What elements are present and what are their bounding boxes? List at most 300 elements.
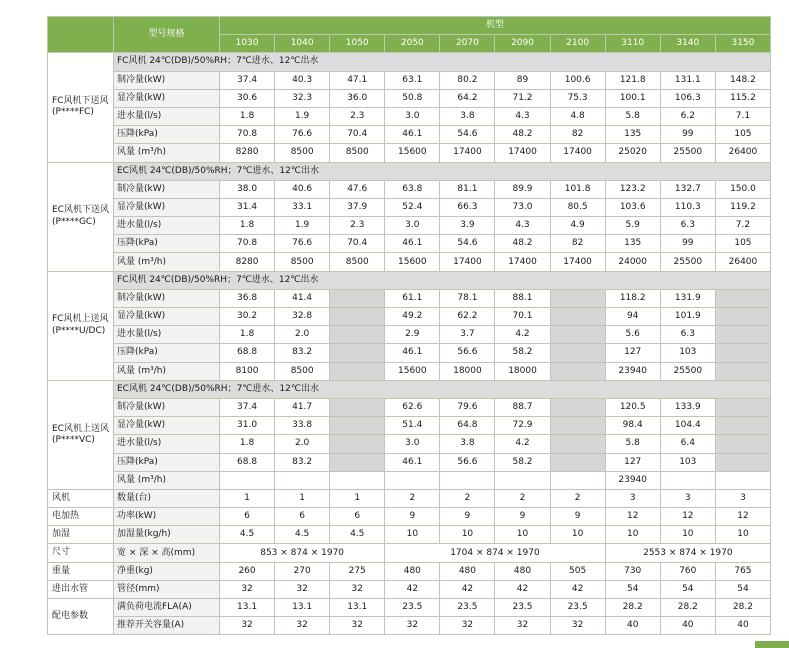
value-cell: 41.4 xyxy=(275,289,330,307)
data-row xyxy=(48,144,771,162)
value-cell: 5.6 xyxy=(605,326,660,344)
value-cell: 121.8 xyxy=(605,71,660,89)
value-cell-empty xyxy=(330,362,385,380)
value-cell: 1.8 xyxy=(220,107,275,125)
value-cell: 40 xyxy=(605,617,660,635)
value-cell: 32.3 xyxy=(275,89,330,107)
value-cell: 46.1 xyxy=(385,344,440,362)
value-cell: 17400 xyxy=(440,253,495,271)
value-cell: 1.8 xyxy=(220,326,275,344)
value-cell-empty xyxy=(715,435,770,453)
value-cell: 32 xyxy=(385,617,440,635)
value-cell: 46.1 xyxy=(385,453,440,471)
value-cell: 9 xyxy=(550,508,605,526)
value-cell: 12 xyxy=(605,508,660,526)
value-cell-empty xyxy=(550,326,605,344)
section-group-label xyxy=(48,162,114,271)
value-cell: 15600 xyxy=(385,362,440,380)
value-cell: 81.1 xyxy=(440,180,495,198)
value-cell: 2.0 xyxy=(275,326,330,344)
value-cell: 58.2 xyxy=(495,344,550,362)
value-cell: 8280 xyxy=(220,253,275,271)
value-cell: 23940 xyxy=(605,362,660,380)
value-cell: 10 xyxy=(550,526,605,544)
value-cell-empty xyxy=(330,398,385,416)
value-cell: 30.2 xyxy=(220,308,275,326)
value-cell: 62.2 xyxy=(440,308,495,326)
value-cell: 42 xyxy=(550,580,605,598)
data-row xyxy=(48,326,771,344)
value-cell: 7.2 xyxy=(715,217,770,235)
row-label: 压降(kPa) xyxy=(114,453,220,471)
section-group-label-line: FC风机下送风 xyxy=(52,96,109,107)
value-cell: 760 xyxy=(660,562,715,580)
value-cell: 7.1 xyxy=(715,107,770,125)
value-cell: 17400 xyxy=(550,144,605,162)
value-cell: 50.8 xyxy=(385,89,440,107)
value-cell: 70.1 xyxy=(495,308,550,326)
data-row xyxy=(48,435,771,453)
value-cell: 54 xyxy=(660,580,715,598)
cell-blank-corner xyxy=(48,17,114,53)
value-cell: 32 xyxy=(330,617,385,635)
value-cell: 37.4 xyxy=(220,71,275,89)
value-cell: 135 xyxy=(605,126,660,144)
value-cell: 23940 xyxy=(605,471,660,489)
model-number-2070: 2070 xyxy=(440,35,495,53)
value-cell xyxy=(385,471,440,489)
row-label: 进水量(l/s) xyxy=(114,326,220,344)
value-cell: 15600 xyxy=(385,144,440,162)
spec-row-label: 推荐开关容量(A) xyxy=(114,617,220,635)
data-row xyxy=(48,235,771,253)
data-row xyxy=(48,253,771,271)
value-cell xyxy=(440,471,495,489)
value-cell: 83.2 xyxy=(275,344,330,362)
value-cell: 63.8 xyxy=(385,180,440,198)
value-cell: 3.8 xyxy=(440,107,495,125)
value-cell: 3.9 xyxy=(440,217,495,235)
value-cell: 38.0 xyxy=(220,180,275,198)
value-cell: 2.3 xyxy=(330,107,385,125)
row-label: 风量 (m³/h) xyxy=(114,144,220,162)
value-cell: 3.7 xyxy=(440,326,495,344)
model-number-3140: 3140 xyxy=(660,35,715,53)
value-cell: 115.2 xyxy=(715,89,770,107)
value-cell: 135 xyxy=(605,235,660,253)
value-cell: 10 xyxy=(605,526,660,544)
value-cell: 4.3 xyxy=(495,217,550,235)
value-cell: 54 xyxy=(605,580,660,598)
value-cell: 12 xyxy=(715,508,770,526)
data-row xyxy=(48,344,771,362)
size-span-cell: 1704 × 874 × 1970 xyxy=(385,544,605,562)
row-label: 显冷量(kW) xyxy=(114,308,220,326)
section-condition-row xyxy=(48,162,771,180)
value-cell: 4.5 xyxy=(330,526,385,544)
value-cell: 28.2 xyxy=(605,599,660,617)
value-cell: 8500 xyxy=(330,253,385,271)
value-cell: 98.4 xyxy=(605,417,660,435)
spec-table xyxy=(47,16,771,635)
value-cell: 32 xyxy=(330,580,385,598)
model-number-2090: 2090 xyxy=(495,35,550,53)
value-cell: 25500 xyxy=(660,362,715,380)
value-cell: 30.6 xyxy=(220,89,275,107)
value-cell: 56.6 xyxy=(440,344,495,362)
value-cell: 123.2 xyxy=(605,180,660,198)
value-cell: 8100 xyxy=(220,362,275,380)
value-cell: 103 xyxy=(660,453,715,471)
spec-group-label: 进出水管 xyxy=(48,580,114,598)
value-cell: 480 xyxy=(495,562,550,580)
heater-power-row xyxy=(48,508,771,526)
value-cell: 110.3 xyxy=(660,198,715,216)
value-cell: 89.9 xyxy=(495,180,550,198)
value-cell: 32 xyxy=(220,617,275,635)
value-cell: 480 xyxy=(440,562,495,580)
section-condition: EC风机 24℃(DB)/50%RH；7℃进水、12℃出水 xyxy=(114,380,771,398)
value-cell: 120.5 xyxy=(605,398,660,416)
value-cell: 78.1 xyxy=(440,289,495,307)
value-cell: 80.5 xyxy=(550,198,605,216)
section-group-label xyxy=(48,271,114,380)
value-cell: 40.6 xyxy=(275,180,330,198)
value-cell: 505 xyxy=(550,562,605,580)
value-cell: 37.9 xyxy=(330,198,385,216)
value-cell: 1.9 xyxy=(275,217,330,235)
section-group-label-line: EC风机上送风 xyxy=(52,423,109,434)
value-cell: 10 xyxy=(715,526,770,544)
value-cell-empty xyxy=(550,308,605,326)
value-cell: 6.2 xyxy=(660,107,715,125)
spec-row-label: 满负荷电流FLA(A) xyxy=(114,599,220,617)
data-row xyxy=(48,471,771,489)
model-number-1030: 1030 xyxy=(220,35,275,53)
value-cell: 10 xyxy=(660,526,715,544)
corner-accent xyxy=(755,641,789,648)
value-cell: 15600 xyxy=(385,253,440,271)
data-row xyxy=(48,107,771,125)
value-cell: 148.2 xyxy=(715,71,770,89)
power-fla-row xyxy=(48,599,771,617)
value-cell: 101.9 xyxy=(660,308,715,326)
model-number-2050: 2050 xyxy=(385,35,440,53)
value-cell: 26400 xyxy=(715,144,770,162)
value-cell-empty xyxy=(715,417,770,435)
row-label: 显冷量(kW) xyxy=(114,89,220,107)
value-cell-empty xyxy=(715,453,770,471)
value-cell-empty xyxy=(330,289,385,307)
value-cell: 105 xyxy=(715,126,770,144)
value-cell: 94 xyxy=(605,308,660,326)
spec-group-label: 风机 xyxy=(48,489,114,507)
value-cell: 25020 xyxy=(605,144,660,162)
value-cell-empty xyxy=(715,344,770,362)
value-cell-empty xyxy=(550,398,605,416)
value-cell: 8500 xyxy=(275,362,330,380)
spec-group-label: 电加热 xyxy=(48,508,114,526)
value-cell: 70.8 xyxy=(220,126,275,144)
value-cell: 33.1 xyxy=(275,198,330,216)
data-row xyxy=(48,217,771,235)
spec-row-label: 净重(kg) xyxy=(114,562,220,580)
value-cell: 40 xyxy=(715,617,770,635)
section-group-label xyxy=(48,380,114,489)
value-cell: 1 xyxy=(275,489,330,507)
value-cell-empty xyxy=(550,417,605,435)
value-cell: 270 xyxy=(275,562,330,580)
value-cell: 4.5 xyxy=(220,526,275,544)
value-cell: 79.6 xyxy=(440,398,495,416)
value-cell-empty xyxy=(715,289,770,307)
value-cell: 4.2 xyxy=(495,435,550,453)
section-group-label xyxy=(48,53,114,162)
value-cell: 99 xyxy=(660,235,715,253)
value-cell-empty xyxy=(330,417,385,435)
spec-group-label: 重量 xyxy=(48,562,114,580)
spec-table-body xyxy=(48,17,771,635)
size-span-cell: 2553 × 874 × 1970 xyxy=(605,544,770,562)
pipe-row xyxy=(48,580,771,598)
value-cell: 5.9 xyxy=(605,217,660,235)
value-cell: 99 xyxy=(660,126,715,144)
value-cell: 68.8 xyxy=(220,453,275,471)
value-cell: 12 xyxy=(660,508,715,526)
value-cell: 4.5 xyxy=(275,526,330,544)
spec-row-label: 宽 × 深 × 高(mm) xyxy=(114,544,220,562)
row-label: 风量 (m³/h) xyxy=(114,362,220,380)
value-cell: 71.2 xyxy=(495,89,550,107)
value-cell: 9 xyxy=(440,508,495,526)
model-number-3150: 3150 xyxy=(715,35,770,53)
row-label: 压降(kPa) xyxy=(114,235,220,253)
value-cell: 54.6 xyxy=(440,235,495,253)
section-group-label-line: (P****U/DC) xyxy=(52,325,106,336)
value-cell: 36.8 xyxy=(220,289,275,307)
value-cell: 3 xyxy=(715,489,770,507)
value-cell xyxy=(715,471,770,489)
value-cell: 47.6 xyxy=(330,180,385,198)
section-condition-row xyxy=(48,53,771,71)
value-cell: 54.6 xyxy=(440,126,495,144)
value-cell: 480 xyxy=(385,562,440,580)
value-cell: 17400 xyxy=(495,253,550,271)
value-cell: 40.3 xyxy=(275,71,330,89)
value-cell: 4.8 xyxy=(550,107,605,125)
value-cell: 63.1 xyxy=(385,71,440,89)
value-cell: 9 xyxy=(495,508,550,526)
data-row xyxy=(48,398,771,416)
humidifier-row xyxy=(48,526,771,544)
value-cell: 131.9 xyxy=(660,289,715,307)
data-row xyxy=(48,417,771,435)
section-condition: EC风机 24℃(DB)/50%RH；7℃进水、12℃出水 xyxy=(114,162,771,180)
value-cell: 132.7 xyxy=(660,180,715,198)
value-cell: 80.2 xyxy=(440,71,495,89)
value-cell: 58.2 xyxy=(495,453,550,471)
value-cell xyxy=(495,471,550,489)
value-cell: 103 xyxy=(660,344,715,362)
section-group-label-line: (P****FC) xyxy=(52,107,94,118)
spec-row-label: 管径(mm) xyxy=(114,580,220,598)
value-cell: 6.3 xyxy=(660,326,715,344)
fan-count-row xyxy=(48,489,771,507)
value-cell: 82 xyxy=(550,235,605,253)
value-cell: 23.5 xyxy=(495,599,550,617)
value-cell: 100.6 xyxy=(550,71,605,89)
section-group-label-line: (P****GC) xyxy=(52,216,96,227)
value-cell: 6.4 xyxy=(660,435,715,453)
value-cell: 48.2 xyxy=(495,126,550,144)
data-row xyxy=(48,126,771,144)
value-cell-empty xyxy=(715,362,770,380)
value-cell: 88.7 xyxy=(495,398,550,416)
value-cell: 17400 xyxy=(440,144,495,162)
value-cell: 46.1 xyxy=(385,126,440,144)
value-cell: 1 xyxy=(330,489,385,507)
row-label: 进水量(l/s) xyxy=(114,435,220,453)
data-row xyxy=(48,198,771,216)
value-cell: 75.3 xyxy=(550,89,605,107)
section-group-label-line: EC风机下送风 xyxy=(52,205,109,216)
row-label: 显冷量(kW) xyxy=(114,198,220,216)
value-cell: 26400 xyxy=(715,253,770,271)
value-cell xyxy=(550,471,605,489)
spec-group-label: 配电参数 xyxy=(48,599,114,635)
power-switch-row xyxy=(48,617,771,635)
value-cell-empty xyxy=(330,326,385,344)
value-cell: 88.1 xyxy=(495,289,550,307)
value-cell: 42 xyxy=(385,580,440,598)
value-cell: 28.2 xyxy=(715,599,770,617)
spec-row-label: 数量(台) xyxy=(114,489,220,507)
data-row xyxy=(48,71,771,89)
spec-group-label: 加湿 xyxy=(48,526,114,544)
value-cell: 150.0 xyxy=(715,180,770,198)
value-cell: 17400 xyxy=(550,253,605,271)
value-cell: 131.1 xyxy=(660,71,715,89)
row-label: 风量 (m³/h) xyxy=(114,471,220,489)
value-cell: 9 xyxy=(385,508,440,526)
value-cell: 104.4 xyxy=(660,417,715,435)
value-cell: 33.8 xyxy=(275,417,330,435)
value-cell: 3.0 xyxy=(385,435,440,453)
value-cell: 8500 xyxy=(330,144,385,162)
size-span-cell: 853 × 874 × 1970 xyxy=(220,544,385,562)
value-cell: 42 xyxy=(495,580,550,598)
value-cell: 24000 xyxy=(605,253,660,271)
model-label-header: 机型 xyxy=(220,17,771,35)
value-cell: 32 xyxy=(220,580,275,598)
value-cell-empty xyxy=(330,308,385,326)
value-cell: 5.8 xyxy=(605,435,660,453)
value-cell: 5.8 xyxy=(605,107,660,125)
value-cell: 32 xyxy=(550,617,605,635)
value-cell: 765 xyxy=(715,562,770,580)
value-cell: 70.4 xyxy=(330,235,385,253)
value-cell: 42 xyxy=(440,580,495,598)
value-cell: 72.9 xyxy=(495,417,550,435)
value-cell: 8280 xyxy=(220,144,275,162)
row-label: 进水量(l/s) xyxy=(114,217,220,235)
value-cell-empty xyxy=(550,362,605,380)
value-cell: 41.7 xyxy=(275,398,330,416)
value-cell: 17400 xyxy=(495,144,550,162)
value-cell: 10 xyxy=(495,526,550,544)
value-cell: 89 xyxy=(495,71,550,89)
value-cell: 275 xyxy=(330,562,385,580)
value-cell: 13.1 xyxy=(275,599,330,617)
value-cell: 1.8 xyxy=(220,435,275,453)
value-cell: 3 xyxy=(605,489,660,507)
value-cell: 2.3 xyxy=(330,217,385,235)
value-cell: 31.4 xyxy=(220,198,275,216)
value-cell-empty xyxy=(550,344,605,362)
row-label: 显冷量(kW) xyxy=(114,417,220,435)
value-cell: 83.2 xyxy=(275,453,330,471)
value-cell: 4.9 xyxy=(550,217,605,235)
value-cell: 32 xyxy=(275,617,330,635)
value-cell: 4.3 xyxy=(495,107,550,125)
model-number-1050: 1050 xyxy=(330,35,385,53)
value-cell: 1 xyxy=(220,489,275,507)
data-row xyxy=(48,289,771,307)
value-cell: 23.5 xyxy=(440,599,495,617)
value-cell xyxy=(660,471,715,489)
model-number-1040: 1040 xyxy=(275,35,330,53)
value-cell: 106.3 xyxy=(660,89,715,107)
value-cell: 119.2 xyxy=(715,198,770,216)
value-cell: 1.9 xyxy=(275,107,330,125)
data-row xyxy=(48,362,771,380)
value-cell: 32 xyxy=(495,617,550,635)
value-cell: 118.2 xyxy=(605,289,660,307)
section-condition-row xyxy=(48,380,771,398)
value-cell: 127 xyxy=(605,453,660,471)
value-cell: 82 xyxy=(550,126,605,144)
value-cell: 48.2 xyxy=(495,235,550,253)
value-cell-empty xyxy=(715,308,770,326)
value-cell: 6.3 xyxy=(660,217,715,235)
value-cell: 32 xyxy=(440,617,495,635)
value-cell: 2 xyxy=(385,489,440,507)
value-cell: 3.8 xyxy=(440,435,495,453)
value-cell: 51.4 xyxy=(385,417,440,435)
value-cell: 1.8 xyxy=(220,217,275,235)
model-number-2100: 2100 xyxy=(550,35,605,53)
value-cell: 8500 xyxy=(275,144,330,162)
value-cell-empty xyxy=(330,344,385,362)
value-cell-empty xyxy=(330,453,385,471)
value-cell-empty xyxy=(550,289,605,307)
header-row xyxy=(48,17,771,35)
value-cell: 68.8 xyxy=(220,344,275,362)
data-row xyxy=(48,180,771,198)
section-group-label-line: (P****VC) xyxy=(52,434,95,445)
value-cell: 31.0 xyxy=(220,417,275,435)
value-cell: 25500 xyxy=(660,144,715,162)
value-cell: 6 xyxy=(330,508,385,526)
value-cell: 46.1 xyxy=(385,235,440,253)
value-cell-empty xyxy=(330,435,385,453)
spec-row-label: 功率(kW) xyxy=(114,508,220,526)
value-cell-empty xyxy=(550,435,605,453)
value-cell: 32.8 xyxy=(275,308,330,326)
value-cell: 2 xyxy=(495,489,550,507)
value-cell: 2 xyxy=(440,489,495,507)
value-cell: 8500 xyxy=(275,253,330,271)
